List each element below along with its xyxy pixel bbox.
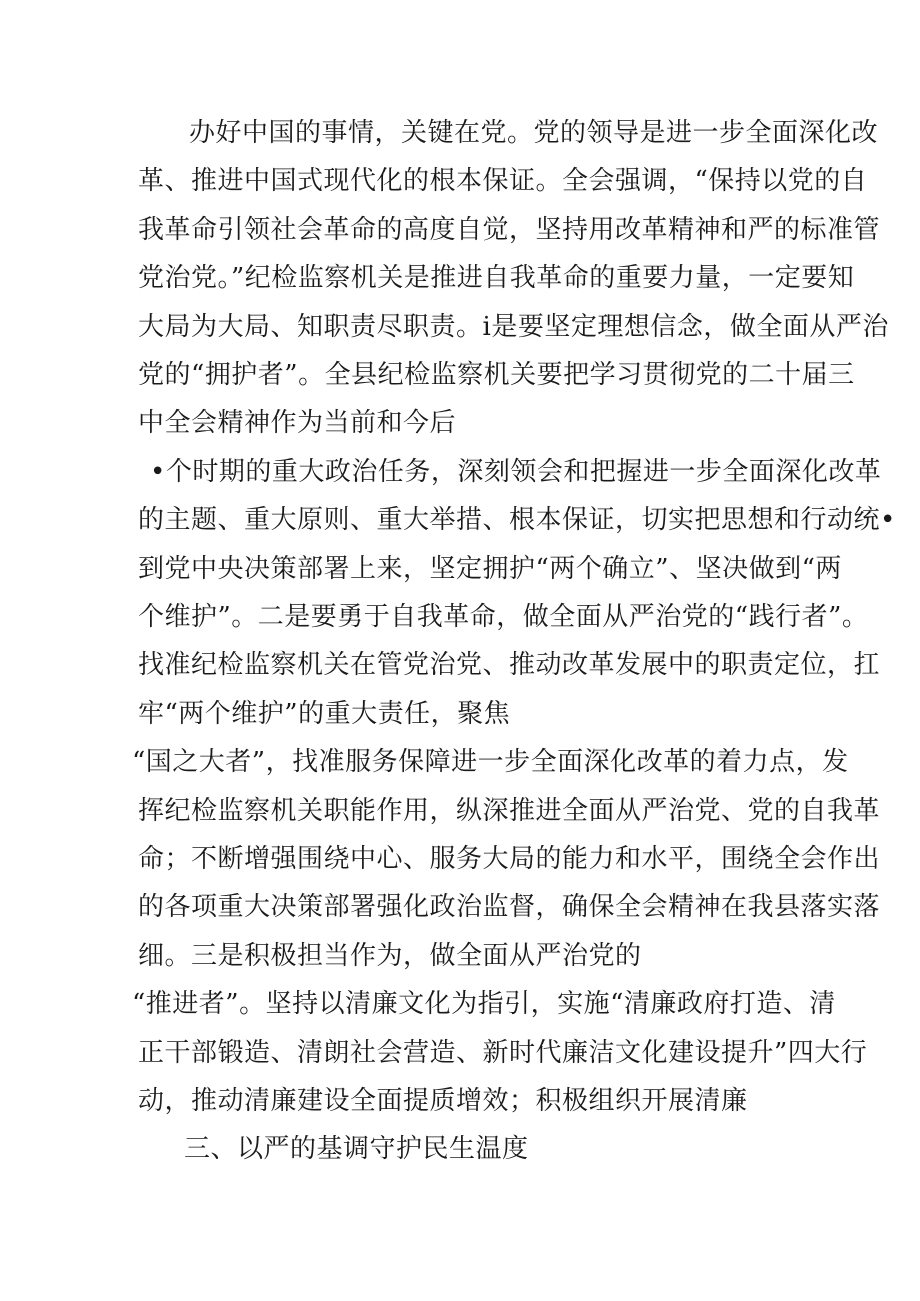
text-line: 动，推动清廉建设全面提质增效；积极组织开展清廉: [138, 1086, 748, 1116]
text-line: “推进者”。坚持以清廉文化为指引，实施“清廉政府打造、清: [132, 989, 836, 1019]
text-line: 找准纪检监察机关在管党治党、推动改革发展中的职责定位，扛: [138, 650, 881, 680]
text-line: 大局为大局、知职责尽职责。i是要坚定理想信念，做全面从严治: [138, 312, 889, 342]
text-line: 革、推进中国式现代化的根本保证。全会强调，“保持以党的自: [138, 166, 868, 196]
section-heading: 三、以严的基调守护民生温度: [184, 1134, 529, 1164]
text-line: 的各项重大决策部署强化政治监督，确保全会精神在我县落实落: [138, 892, 881, 922]
text-line: 我革命引领社会革命的高度自觉，坚持用改革精神和严的标准管: [138, 215, 881, 245]
text-line: 办好中国的事情，关键在党。党的领导是进一步全面深化改: [189, 118, 879, 148]
text-line: 正干部锻造、清朗社会营造、新时代廉洁文化建设提升”四大行: [138, 1038, 868, 1068]
text-line: •个时期的重大政治任务，深刻领会和把握进一步全面深化改革: [150, 457, 882, 487]
text-line: 挥纪检监察机关职能作用，纵深推进全面从严治党、党的自我革: [138, 796, 881, 826]
text-line: 到党中央决策部署上来，坚定拥护“两个确立”、坚决做到“两: [138, 554, 842, 584]
text-line: 党的“拥护者”。全县纪检监察机关要把学习贯彻党的二十届三: [138, 360, 855, 390]
text-line: “国之大者”，找准服务保障进一步全面深化改革的着力点，发: [132, 747, 849, 777]
text-line: 的主题、重大原则、重大举措、根本保证，切实把思想和行动统•: [138, 505, 896, 535]
text-line: 命；不断增强围绕中心、服务大局的能力和水平，围绕全会作出: [138, 844, 881, 874]
text-line: 牢“两个维护”的重大责任，聚焦: [138, 699, 511, 729]
text-line: 党治党。”纪检监察机关是推进自我革命的重要力量，一定要知: [138, 263, 855, 293]
text-line: 细。三是积极担当作为，做全面从严治党的: [138, 941, 642, 971]
text-line: 中全会精神作为当前和今后: [138, 408, 457, 438]
text-line: 个维护”。二是要勇于自我革命，做全面从严治党的“践行者”。: [138, 602, 869, 632]
